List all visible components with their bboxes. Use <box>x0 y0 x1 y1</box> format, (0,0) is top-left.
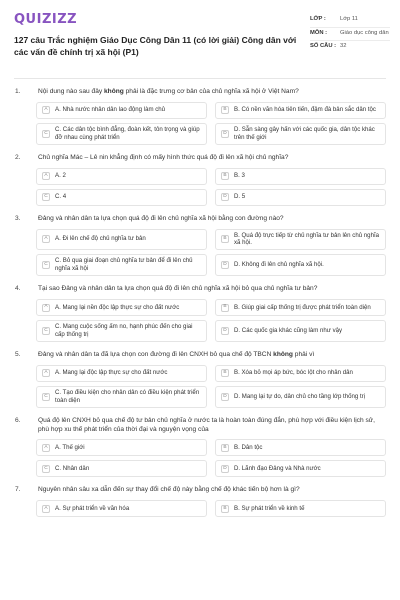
option-letter-badge: D <box>221 193 229 201</box>
option-text: B. Dân tộc <box>234 443 263 451</box>
meta-label: LỚP : <box>310 16 326 22</box>
question-text-part: phải vì <box>292 350 315 358</box>
question-header <box>14 486 386 495</box>
question-number: 6. <box>15 416 21 424</box>
question-7 <box>14 486 386 517</box>
answer-option-b[interactable] <box>215 365 386 382</box>
option-letter-badge: B <box>221 235 229 243</box>
option-text: A. Nhà nước nhân dân lao động làm chủ <box>55 106 166 114</box>
option-text: D. 5 <box>234 193 246 201</box>
answer-option-b[interactable] <box>215 102 386 119</box>
option-letter-badge: A <box>42 106 50 114</box>
option-letter-badge: D <box>221 327 229 335</box>
answer-option-d[interactable] <box>215 123 386 145</box>
option-letter-badge: B <box>221 106 229 114</box>
option-letter-badge: A <box>42 172 50 180</box>
question-number: 2. <box>15 153 21 161</box>
option-text: D. Lãnh đạo Đảng và Nhà nước <box>234 464 321 472</box>
answer-options <box>36 500 386 517</box>
option-letter-badge: C <box>42 130 50 138</box>
quizizz-logo[interactable]: QUIZIZZ <box>14 12 78 27</box>
question-text-part: Đảng và nhân dân ta đã lựa chọn con đường đi lên CNXH bỏ qua chế độ TBCN <box>38 350 274 358</box>
option-text: D. Sẵn sàng gây hấn với các quốc gia, dân tộc khác trên thế giới <box>234 125 375 141</box>
answer-option-a[interactable] <box>36 439 207 456</box>
meta-value: 32 <box>340 43 347 50</box>
option-text: C. Các dân tộc bình đẳng, đoàn kết, tôn trọng và giúp đỡ nhau cùng phát triển <box>55 125 200 141</box>
answer-option-b[interactable] <box>215 299 386 316</box>
question-text <box>38 215 386 224</box>
option-letter-badge: B <box>221 444 229 452</box>
option-text: C. 4 <box>55 193 67 201</box>
question-text <box>38 154 386 163</box>
question-number: 1. <box>15 88 21 95</box>
answer-option-d[interactable] <box>215 254 386 276</box>
answer-option-b[interactable] <box>215 439 386 456</box>
option-text: B. Quá độ trực tiếp từ chủ nghĩa tư bản lên chủ nghĩa xã hội. <box>234 231 380 247</box>
meta-value: Giáo dục công dân <box>340 29 389 36</box>
answer-option-b[interactable] <box>215 229 386 251</box>
option-letter-badge: D <box>221 261 229 269</box>
question-header <box>14 215 386 224</box>
question-text-part: Nguyên nhân sâu xa dẫn đến sự thay đổi chế độ này bằng chế độ khác tiến bộ hơn là gì? <box>38 486 300 494</box>
option-letter-badge: C <box>42 327 50 335</box>
question-1 <box>14 88 386 145</box>
option-letter-badge: B <box>221 172 229 180</box>
question-number: 4. <box>15 285 21 293</box>
answer-option-c[interactable] <box>36 320 207 342</box>
meta-row-grade <box>310 14 390 28</box>
question-text-part: Đảng và nhân dân ta lựa chọn quá độ đi lên chủ nghĩa xã hội bằng con đường nào? <box>38 214 284 222</box>
option-letter-badge: C <box>42 193 50 201</box>
question-header <box>14 154 386 163</box>
question-text-part: Chủ nghĩa Mác – Lê nin khẳng định có mấy hình thức quá độ đi lên xã hội chủ nghĩa? <box>38 153 289 161</box>
answer-option-d[interactable] <box>215 460 386 477</box>
answer-option-c[interactable] <box>36 460 207 477</box>
answer-option-c[interactable] <box>36 254 207 276</box>
option-letter-badge: C <box>42 261 50 269</box>
option-letter-badge: D <box>221 130 229 138</box>
answer-option-c[interactable] <box>36 189 207 206</box>
answer-option-a[interactable] <box>36 500 207 517</box>
question-text-part: Nội dung nào sau đây <box>38 88 104 95</box>
answer-option-a[interactable] <box>36 365 207 382</box>
option-text: A. Mang lại độc lập thực sự cho đất nước <box>55 369 168 377</box>
option-text: A. 2 <box>55 172 66 180</box>
question-text-emphasis: không <box>104 88 124 95</box>
option-letter-badge: D <box>221 465 229 473</box>
meta-row-subject <box>310 28 390 42</box>
option-text: B. 3 <box>234 172 245 180</box>
meta-panel <box>310 14 390 54</box>
question-4 <box>14 285 386 342</box>
answer-option-a[interactable] <box>36 299 207 316</box>
answer-option-d[interactable] <box>215 386 386 408</box>
option-text: C. Nhân dân <box>55 464 90 472</box>
answer-option-c[interactable] <box>36 123 207 145</box>
option-text: B. Sự phát triển về kinh tế <box>234 504 305 512</box>
question-6 <box>14 417 386 478</box>
option-letter-badge: A <box>42 444 50 452</box>
meta-label: SỐ CÂU : <box>310 43 337 50</box>
question-list <box>0 88 400 517</box>
answer-option-b[interactable] <box>215 168 386 185</box>
answer-option-b[interactable] <box>215 500 386 517</box>
question-5 <box>14 351 386 408</box>
option-text: A. Sự phát triển về văn hóa <box>55 504 130 512</box>
option-text: A. Mang lại nền độc lập thực sự cho đất nước <box>55 303 180 311</box>
option-text: C. Mang cuộc sống ấm no, hạnh phúc đến cho giai cấp thống trị <box>55 323 193 339</box>
meta-row-question-count <box>310 41 390 54</box>
option-text: B. Xóa bỏ mọi áp bức, bóc lột cho nhân dân <box>234 369 353 377</box>
question-2 <box>14 154 386 206</box>
option-text: A. Đi lên chế độ chủ nghĩa tư bản <box>55 235 146 243</box>
answer-options <box>36 439 386 477</box>
option-letter-badge: A <box>42 235 50 243</box>
option-letter-badge: A <box>42 505 50 513</box>
option-letter-badge: B <box>221 369 229 377</box>
question-number: 3. <box>15 214 21 222</box>
question-text <box>38 351 386 360</box>
option-text: D. Các quốc gia khác cũng làm như vậy <box>234 327 343 335</box>
answer-option-c[interactable] <box>36 386 207 408</box>
page-header <box>0 0 400 78</box>
meta-label: MÔN : <box>310 29 328 36</box>
answer-option-a[interactable] <box>36 229 207 251</box>
question-text-part: Tại sao Đảng và nhân dân ta lựa chọn quá độ đi lên chủ nghĩa xã hội bỏ qua chủ nghĩa tư bản? <box>38 285 318 293</box>
option-text: C. Bỏ qua giai đoạn chủ nghĩa tư bản để đi lên chủ nghĩa xã hội <box>55 257 193 273</box>
question-text-part: Quá độ lên CNXH bỏ qua chế độ tư bản chủ nghĩa ở nước ta là hoàn toàn đúng đắn, phù hợp với điều kiện lịch sử, phù hợp xu thế phát triển của thời đại và nguyện vọng của <box>38 416 375 433</box>
option-text: B. Có nền văn hóa tiên tiến, đậm đà bản sắc dân tộc <box>234 106 376 114</box>
question-text-part: phải là đặc trưng cơ bản của chủ nghĩa xã hội ở Việt Nam? <box>123 88 299 95</box>
answer-options <box>36 229 386 277</box>
option-text: D. Mang lại tự do, dân chủ cho tầng lớp thống trị <box>234 392 366 400</box>
answer-option-a[interactable] <box>36 102 207 119</box>
document-title: 127 câu Trắc nghiệm Giáo Dục Công Dân 11 (có lời giải) Công dân với các vấn đề chính trị xã hội (P1) <box>14 35 297 58</box>
option-letter-badge: C <box>42 393 50 401</box>
question-text <box>38 417 386 435</box>
answer-option-d[interactable] <box>215 189 386 206</box>
answer-options <box>36 102 386 145</box>
question-header <box>14 417 386 435</box>
option-letter-badge: C <box>42 465 50 473</box>
header-divider <box>14 78 386 79</box>
question-text <box>38 285 386 294</box>
option-text: D. Không đi lên chủ nghĩa xã hội. <box>234 261 324 269</box>
question-header <box>14 285 386 294</box>
option-letter-badge: D <box>221 393 229 401</box>
question-number: 7. <box>15 486 21 494</box>
option-letter-badge: A <box>42 304 50 312</box>
question-header <box>14 351 386 360</box>
meta-value: Lớp 11 <box>340 16 358 22</box>
question-text <box>38 486 386 495</box>
answer-options <box>36 299 386 342</box>
answer-options <box>36 168 386 206</box>
option-text: C. Tạo điều kiện cho nhân dân có điều kiện phát triển toàn diện <box>55 388 200 404</box>
answer-option-a[interactable] <box>36 168 207 185</box>
question-text-emphasis: không <box>273 350 293 358</box>
option-letter-badge: A <box>42 369 50 377</box>
answer-options <box>36 365 386 408</box>
option-letter-badge: B <box>221 505 229 513</box>
option-text: A. Thế giới <box>55 443 85 451</box>
answer-option-d[interactable] <box>215 320 386 342</box>
option-text: B. Giúp giai cấp thống trị được phát triển toàn diện <box>234 303 371 311</box>
question-header <box>14 88 386 97</box>
option-letter-badge: B <box>221 304 229 312</box>
question-number: 5. <box>15 350 21 358</box>
question-text <box>38 88 386 97</box>
question-3 <box>14 215 386 277</box>
